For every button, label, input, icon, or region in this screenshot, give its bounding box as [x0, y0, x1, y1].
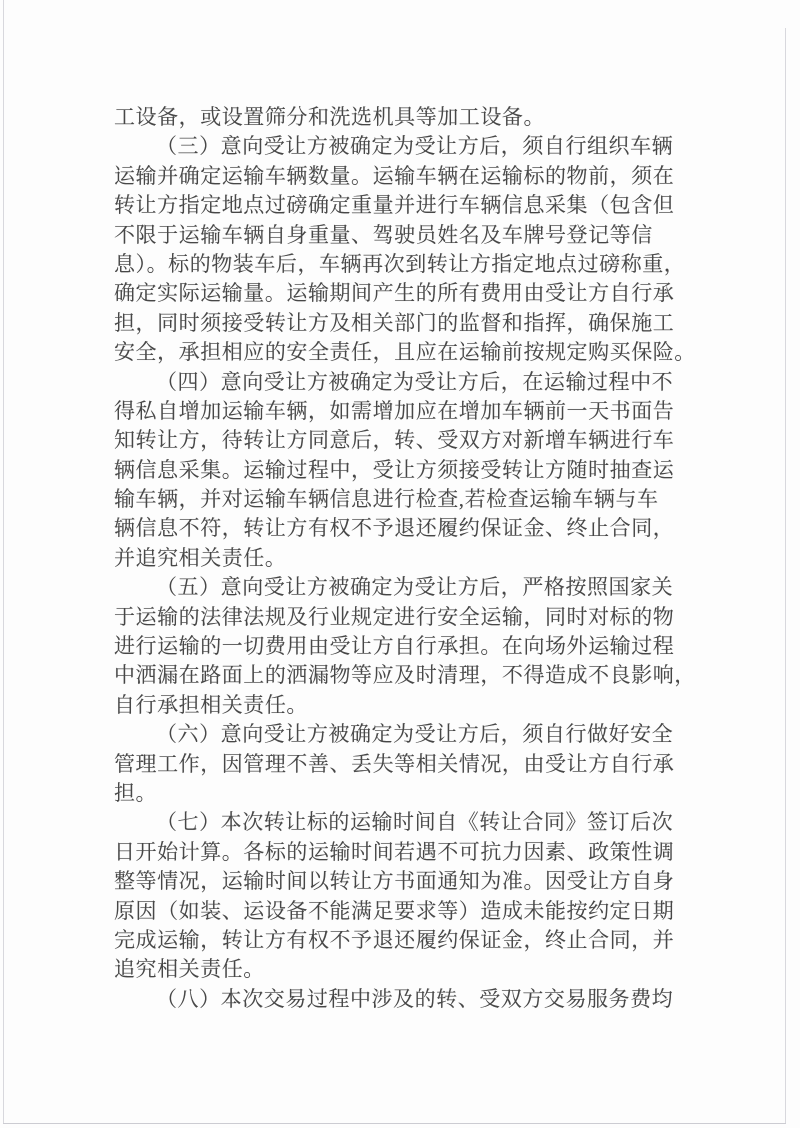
- text-line: 得私自增加运输车辆，如需增加应在增加车辆前一天书面告: [114, 398, 675, 423]
- text-line: 原因（如装、运设备不能满足要求等）造成未能按约定日期: [114, 898, 675, 923]
- document-lines: [114, 103, 714, 1014]
- text-line: 运输并确定运输车辆数量。运输车辆在运输标的物前，须在: [114, 163, 675, 188]
- text-line: 管理工作，因管理不善、丢失等相关情况，由受让方自行承: [114, 751, 675, 776]
- text-line: 辆信息不符，转让方有权不予退还履约保证金、终止合同，: [114, 516, 675, 541]
- text-line: 自行承担相关责任。: [114, 692, 308, 717]
- page-edge-left: [3, 0, 4, 1124]
- text-line: 追究相关责任。: [114, 957, 265, 982]
- text-line: （七）本次转让标的运输时间自《转让合同》签订后次: [156, 810, 674, 835]
- text-line: （六）意向受让方被确定为受让方后，须自行做好安全: [156, 722, 674, 747]
- text-line: 中洒漏在路面上的洒漏物等应及时清理，不得造成不良影响，: [114, 663, 696, 688]
- text-line: 转让方指定地点过磅确定重量并进行车辆信息采集（包含但: [114, 193, 675, 218]
- text-line: 输车辆，并对运输车辆信息进行检查,若检查运输车辆与车: [114, 487, 659, 512]
- page-edge-right: [785, 28, 786, 1124]
- text-line: 确定实际运输量。运输期间产生的所有费用由受让方自行承: [114, 281, 675, 306]
- text-line: （五）意向受让方被确定为受让方后，严格按照国家关: [156, 575, 674, 600]
- text-line: 担，同时须接受转让方及相关部门的监督和指挥，确保施工: [114, 310, 675, 335]
- text-line: （三）意向受让方被确定为受让方后，须自行组织车辆: [156, 134, 674, 159]
- text-line: 知转让方，待转让方同意后，转、受双方对新增车辆进行车: [114, 428, 675, 453]
- page-edge-bottom: [3, 1123, 786, 1124]
- text-line: 担。: [114, 780, 158, 805]
- text-line: （八）本次交易过程中涉及的转、受双方交易服务费均: [156, 986, 674, 1011]
- text-line: 于运输的法律法规及行业规定进行安全运输，同时对标的物: [114, 604, 675, 629]
- text-line: 息）。标的物装车后，车辆再次到转让方指定地点过磅称重，: [114, 251, 686, 276]
- text-line: 辆信息采集。运输过程中，受让方须接受转让方随时抽查运: [114, 457, 675, 482]
- text-line: （四）意向受让方被确定为受让方后，在运输过程中不: [156, 369, 674, 394]
- text-line: 日开始计算。各标的运输时间若遇不可抗力因素、政策性调: [114, 839, 675, 864]
- text-line: 完成运输，转让方有权不予退还履约保证金，终止合同，并: [114, 927, 675, 952]
- text-line: 不限于运输车辆自身重量、驾驶员姓名及车牌号登记等信: [114, 222, 653, 247]
- text-line: 整等情况，运输时间以转让方书面通知为准。因受让方自身: [114, 869, 675, 894]
- text-line: 并追究相关责任。: [114, 545, 287, 570]
- text-line: 工设备，或设置筛分和洗选机具等加工设备。: [114, 105, 545, 129]
- text-line: 安全，承担相应的安全责任，且应在运输前按规定购买保险。: [114, 340, 696, 365]
- text-line: 进行运输的一切费用由受让方自行承担。在向场外运输过程: [114, 634, 675, 659]
